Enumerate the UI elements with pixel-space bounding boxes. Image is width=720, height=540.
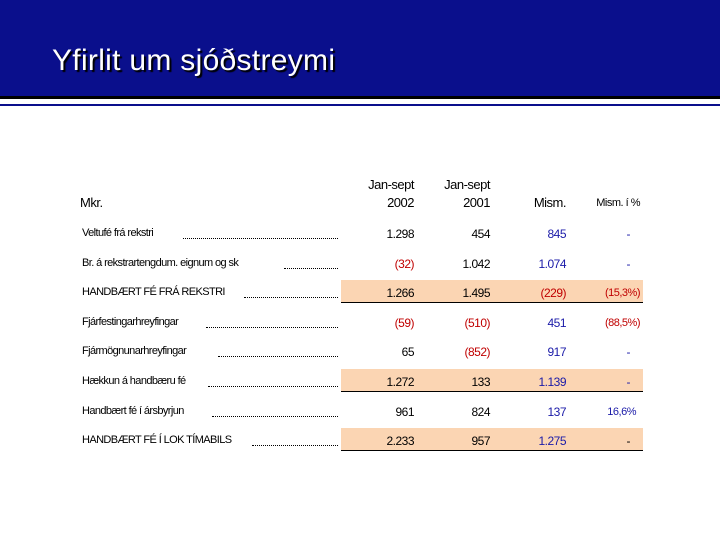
row-label: Fjárfestingarhreyfingar [82,316,179,328]
cell-pct: - [626,345,630,359]
cell-2002: 2.233 [386,434,414,448]
leader-dots [252,445,338,446]
row-label: Veltufé frá rekstri [82,227,154,239]
col-pct-header: Mism. í % [596,197,640,209]
cell-2002: (59) [394,316,414,330]
cell-2001: 824 [471,405,490,419]
leader-dots [212,416,338,417]
slide-title: Yfirlit um sjóðstreymi [52,44,336,77]
cell-pct: - [626,257,630,271]
leader-dots [218,356,338,357]
cell-pct: - [626,434,630,448]
cell-diff: 917 [547,345,566,359]
cell-2001: 1.495 [462,286,490,300]
leader-dots [244,297,338,298]
cell-pct: 16,6% [607,406,636,418]
row-label: Br. á rekstrartengdum. eignum og sk [82,257,239,269]
leader-dots [183,238,338,239]
cell-2002: 961 [395,405,414,419]
cell-2002: 1.298 [386,227,414,241]
col-2001-header-line2: 2001 [463,195,490,210]
cell-pct: (15,3%) [604,287,640,299]
cell-diff: 1.275 [538,434,566,448]
col-2002-header-line1: Jan-sept [368,177,414,192]
cell-2002: 1.266 [386,286,414,300]
cell-pct: (88,5%) [604,317,640,329]
col-2002-header-line2: 2002 [387,195,414,210]
cell-2001: 133 [471,375,490,389]
cell-pct: - [626,227,630,241]
cell-2002: 1.272 [386,375,414,389]
row-label: Hækkun á handbæru fé [82,375,186,387]
col-2001-header-line1: Jan-sept [444,177,490,192]
cell-diff: 1.139 [538,375,566,389]
unit-header: Mkr. [80,195,103,210]
col-diff-header: Mism. [533,195,566,210]
leader-dots [208,386,338,387]
cell-diff: (229) [540,286,566,300]
cell-2001: (852) [464,345,490,359]
cell-2001: 454 [471,227,490,241]
cell-2001: 1.042 [462,257,490,271]
cell-pct: - [626,375,630,389]
cell-diff: 451 [547,316,566,330]
row-label: Fjármögnunarhreyfingar [82,345,187,357]
cell-2001: (510) [464,316,490,330]
cell-diff: 1.074 [538,257,566,271]
cell-diff: 845 [547,227,566,241]
cell-2002: (32) [394,257,414,271]
row-label: HANDBÆRT FÉ FRÁ REKSTRI [82,286,225,298]
cell-2001: 957 [471,434,490,448]
row-label: HANDBÆRT FÉ Í LOK TÍMABILS [82,434,232,446]
leader-dots [206,327,338,328]
cell-2002: 65 [401,345,414,359]
cell-diff: 137 [547,405,566,419]
row-label: Handbært fé í ársbyrjun [82,405,184,417]
